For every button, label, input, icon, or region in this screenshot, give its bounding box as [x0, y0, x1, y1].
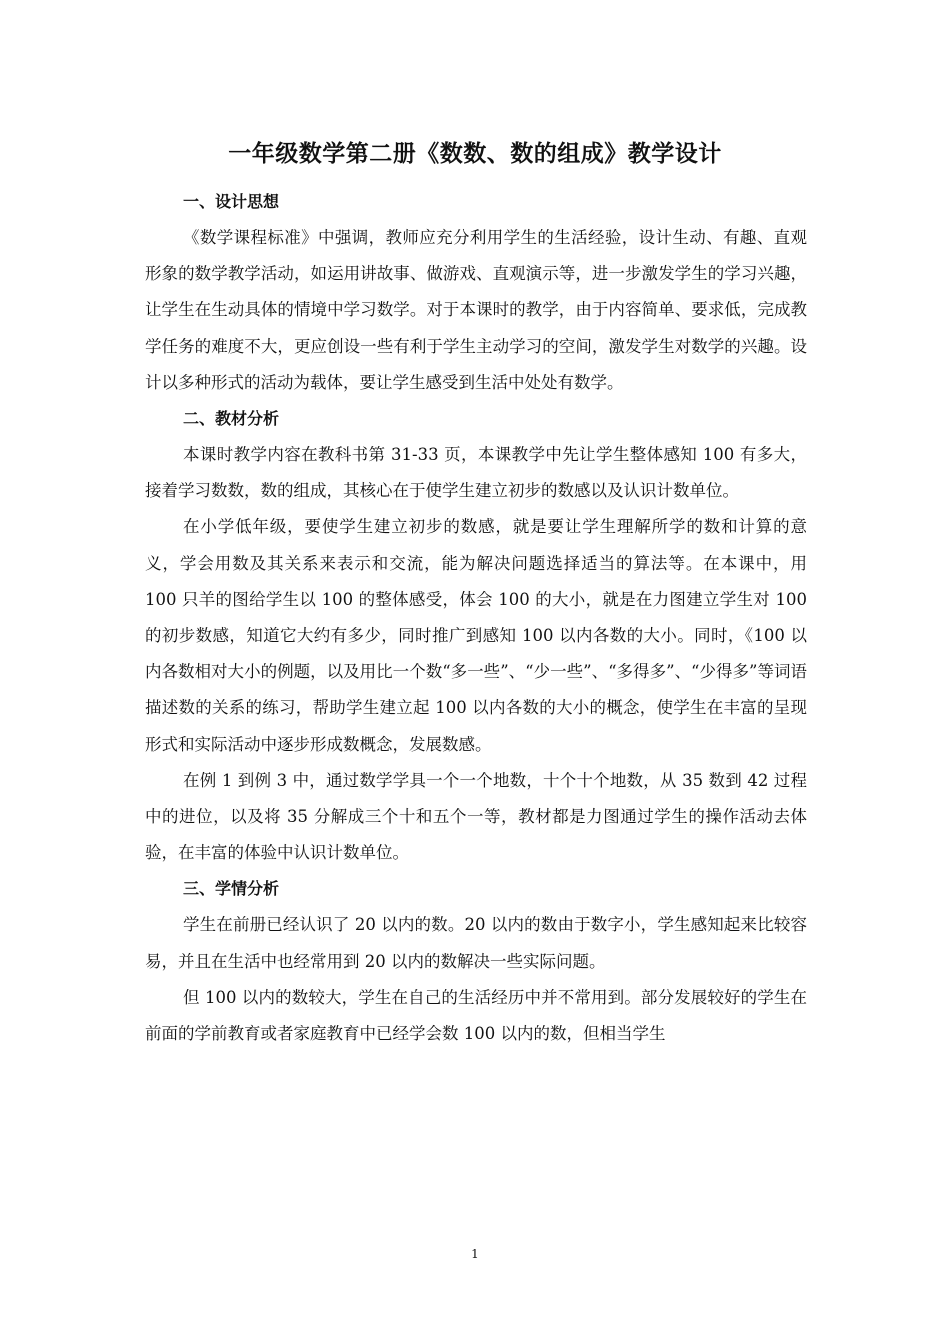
page-number: 1	[471, 1247, 479, 1261]
paragraph: 本课时教学内容在教科书第 31-33 页，本课教学中先让学生整体感知 100 有多大，接着学习数数，数的组成，其核心在于使学生建立初步的数感以及认识计数单位。	[145, 445, 807, 501]
paragraph: 但 100 以内的数较大，学生在自己的生活经历中并不常用到。部分发展较好的学生在前面的学前教育或者家庭教育中已经学会数 100 以内的数，但相当学生	[145, 987, 807, 1044]
paragraph: 在例 1 到例 3 中，通过数学学具一个一个地数，十个十个地数，从 35 数到 42 过程中的进位，以及将 35 分解成三个十和五个一等，教材都是力图通过学生的操作活动去体验，在丰富的体验中认识计数单位。	[145, 770, 807, 863]
section-heading-learner-analysis: 三、学情分析	[183, 879, 280, 899]
document-body	[145, 184, 807, 1052]
section-heading-design-idea: 一、设计思想	[183, 192, 280, 211]
paragraph: 学生在前册已经认识了 20 以内的数。20 以内的数由于数字小，学生感知起来比较容易，并且在生活中也经常用到 20 以内的数解决一些实际问题。	[145, 915, 807, 971]
document-title: 一年级数学第二册《数数、数的组成》教学设计	[228, 141, 722, 167]
section-heading-textbook-analysis: 二、教材分析	[183, 409, 280, 429]
paragraph: 在小学低年级，要使学生建立初步的数感，就是要让学生理解所学的数和计算的意义，学会用数及其关系来表示和交流，能为解决问题选择适当的算法等。在本课中，用 100 只羊的图给学生以 100 的整体感受，体会 100 的大小，就是在力图建立学生对 100 的初步数感，知道它大约有多少，同时推广到感知 100 以内各数的大小。同时，《100 以内各数相对大小的例题，以及用比一个数“多一些”、“少一些”、“多得多”、“少得多”等词语描述数的关系的练习，帮助学生建立起 100 以内各数的大小的概念，使学生在丰富的呈现形式和实际活动中逐步形成数概念，发展数感。	[145, 517, 807, 754]
paragraph: 《数学课程标准》中强调，教师应充分利用学生的生活经验，设计生动、有趣、直观形象的数学教学活动，如运用讲故事、做游戏、直观演示等，进一步激发学生的学习兴趣，让学生在生动具体的情境中学习数学。对于本课时的教学，由于内容简单、要求低，完成教学任务的难度不大，更应创设一些有利于学生主动学习的空间，激发学生对数学的兴趣。设计以多种形式的活动为载体，要让学生感受到生活中处处有数学。	[145, 228, 807, 392]
